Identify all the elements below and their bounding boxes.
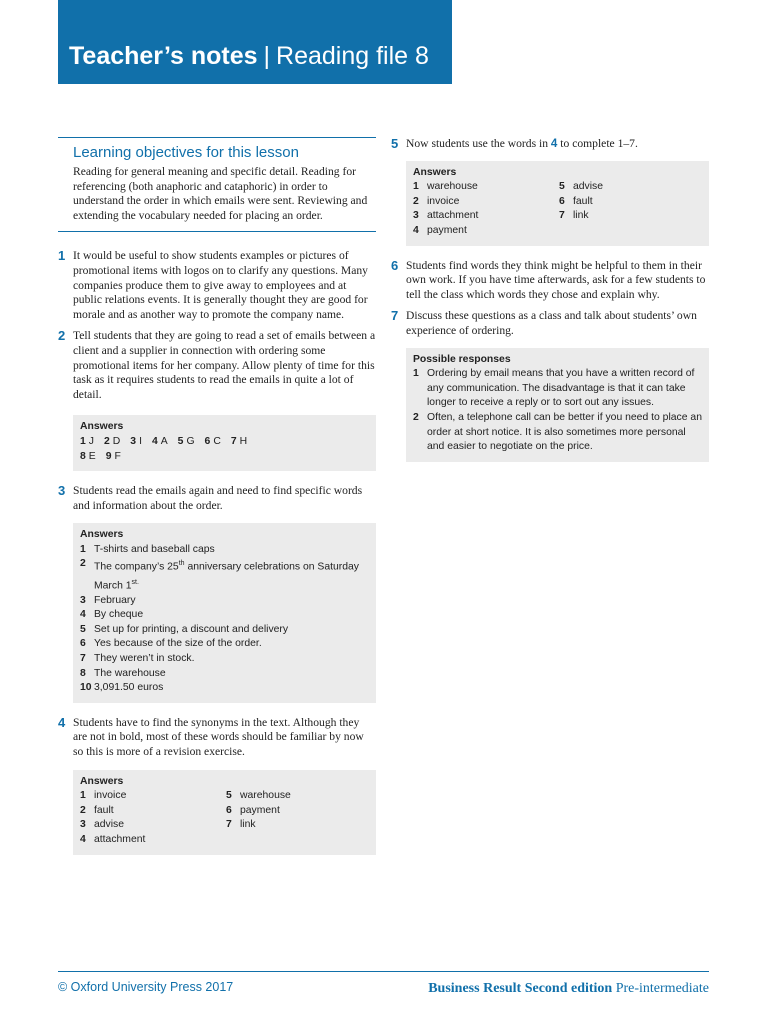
list-item: 7 link	[226, 819, 256, 831]
answers-box-4	[73, 770, 376, 855]
right-column	[391, 137, 709, 462]
title-main: Teacher’s notes	[69, 42, 258, 70]
step-5	[391, 137, 709, 152]
answer-item: 9 F	[105, 450, 121, 462]
list-item: 8 The warehouse	[80, 667, 166, 679]
list-item: 6 Yes because of the size of the order.	[80, 638, 262, 650]
page-title	[69, 42, 429, 71]
step-4	[58, 716, 376, 760]
list-item: 5 advise	[559, 181, 604, 193]
step-text: Tell students that they are going to read a set of emails between a client and a supplier in connection with ordering some promotional items for her company. Allow plenty of time for this task as it requires students to read the emails in quite a lot of detail.	[73, 329, 376, 401]
objectives-text: Reading for general meaning and specific detail. Reading for referencing (both anaphoric and cataphoric) in order to understand the order in which emails were sent. Reviewing and extending the vocabulary needed for placing an order.	[73, 165, 368, 222]
step-text: Students have to find the synonyms in the text. Although they are not in bold, most of these words should be familiar by now so this is more of a revision exercise.	[73, 715, 364, 758]
list-item: 4 payment	[413, 224, 467, 236]
copyright: © Oxford University Press 2017	[58, 980, 234, 994]
step-text: Now students use the words in 4 to complete 1–7.	[406, 137, 638, 150]
list-item: 4 By cheque	[80, 609, 144, 621]
step-text: Students read the emails again and need to find specific words and information about the order.	[73, 484, 363, 512]
answers-row	[80, 435, 369, 450]
list-item: 7 link	[559, 210, 589, 222]
answer-item: 2 D	[103, 435, 121, 447]
page-header	[58, 0, 452, 84]
answers-title: Answers	[80, 421, 124, 433]
answers-box-3	[73, 523, 376, 702]
divider	[58, 137, 376, 138]
answers-box-5	[406, 161, 709, 246]
list-item: 1 invoice	[80, 790, 127, 802]
footer-divider	[58, 971, 709, 972]
answers-box-2	[73, 415, 376, 471]
list-item: 3 advise	[80, 819, 125, 831]
step-text: It would be useful to show students examples or pictures of promotional items with logos on to clarify any questions. Many companies produce them to give away to employees and at public relations events. It is generally thought they are good for morale and as another way to promote the company name.	[73, 249, 368, 321]
objectives-title: Learning objectives for this lesson	[73, 144, 299, 161]
step-2	[58, 329, 376, 402]
step-6	[391, 259, 709, 303]
answers-title: Answers	[413, 166, 457, 178]
exercise-ref: 4	[550, 137, 558, 150]
list-item: 6 payment	[226, 804, 280, 816]
step-number: 2	[58, 328, 66, 344]
answer-item: 8 E	[80, 450, 96, 462]
step-number: 5	[391, 136, 399, 151]
answer-item: 4 A	[151, 435, 168, 447]
list-item: 5 Set up for printing, a discount and delivery	[80, 623, 289, 635]
list-item: 2 fault	[80, 804, 114, 816]
list-item: 6 fault	[559, 195, 593, 207]
answer-item: 3 I	[130, 435, 142, 447]
answers-title: Answers	[80, 529, 124, 541]
step-number: 1	[58, 248, 66, 264]
step-1	[58, 249, 376, 322]
list-item: 3 February	[80, 594, 136, 606]
step-text: Discuss these questions as a class and talk about students’ own experience of ordering.	[406, 309, 697, 337]
responses-title: Possible responses	[413, 353, 511, 365]
list-item: 7 They weren’t in stock.	[80, 652, 195, 664]
left-column	[58, 137, 376, 855]
list-item: 5 warehouse	[226, 790, 291, 802]
answers-title: Answers	[80, 775, 124, 787]
step-number: 4	[58, 714, 66, 730]
title-sub: Reading file 8	[276, 42, 429, 70]
responses-box-7	[406, 348, 709, 462]
answer-item: 5 G	[177, 435, 195, 447]
step-number: 7	[391, 308, 399, 324]
step-3	[58, 484, 376, 513]
list-item: 10 3,091.50 euros	[80, 682, 164, 694]
list-item: 4 attachment	[80, 833, 146, 845]
list-item: 2 invoice	[413, 195, 460, 207]
list-item: 1 T-shirts and baseball caps	[80, 543, 215, 555]
list-item: 1 Ordering by email means that you have a written record of any communication. The disadvantage is that it can take longer to receive a reply or to sort out any issues.	[413, 368, 695, 409]
answer-item: 7 H	[230, 435, 248, 447]
step-number: 6	[391, 257, 399, 273]
book-title: Business Result Second edition Pre-intermediate	[428, 981, 709, 996]
list-item: 2 Often, a telephone call can be better if you need to place an order at short notice. It is also sometimes more personal and easier to negotiate on the price.	[413, 411, 702, 453]
title-separator: |	[263, 42, 271, 70]
divider	[58, 231, 376, 232]
answer-item: 1 J	[80, 435, 94, 447]
step-number: 3	[58, 483, 66, 499]
step-7	[391, 309, 709, 338]
answer-item: 6 C	[204, 435, 221, 447]
answers-row	[80, 450, 369, 465]
step-text: Students find words they think might be helpful to them in their own work. If you have time afterwards, ask for a few students to tell the class which words they chose and explain why.	[406, 258, 706, 301]
list-item: 2 The company’s 25th anniversary celebrations on Saturday March $1^{st.}$	[80, 558, 359, 591]
list-item: 1 warehouse	[413, 181, 478, 193]
list-item: 3 attachment	[413, 210, 479, 222]
